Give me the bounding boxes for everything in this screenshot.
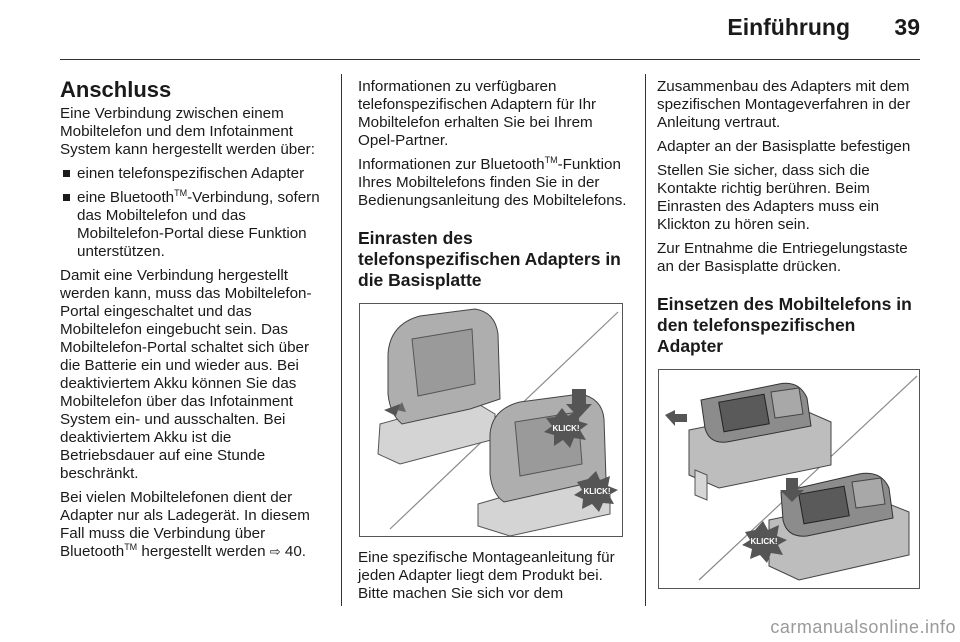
watermark: carmanualsonline.info: [770, 617, 956, 637]
subsection-heading: Einsetzen des Mobiltelefons in den telefonspezifischen Adapter: [657, 294, 912, 356]
klick-label: KLICK!: [750, 537, 778, 546]
phone-insert-illustration: [658, 369, 920, 589]
intro-paragraph: Eine Verbindung zwischen einem Mobiltelefon und dem Infotainment System kann hergestellt werden über:: [60, 105, 315, 158]
paragraph: Informationen zu verfügbaren telefonspezifischen Adaptern für Ihr Mobiltelefon erhalten Sie bei Ihrem Opel-Partner.: [358, 78, 597, 149]
paragraph: Stellen Sie sicher, dass sich die Kontakte richtig berühren. Beim Einrasten des Adapters muss ein Klickton zu hören sein.: [657, 162, 880, 233]
page-reference[interactable]: 40.: [284, 543, 307, 560]
column-divider-1: [341, 74, 342, 606]
column-1: [60, 78, 328, 567]
paragraph: Informationen zur Bluetooth™-Funktion Ihres Mobiltelefons finden Sie in der Bedienungsanleitung des Mobiltelefons.: [358, 154, 627, 209]
column-2: [358, 78, 630, 609]
klick-label: KLICK!: [552, 424, 580, 433]
paragraph: Adapter an der Basisplatte befestigen: [657, 138, 911, 155]
header-rule: [60, 59, 920, 60]
page-header: [0, 0, 960, 60]
paragraph: Bei vielen Mobiltelefonen dient der Adapter nur als Ladegerät. In diesem Fall muss die Verbindung über Bluetooth™ hergestellt werden ⇨ 40.: [60, 489, 310, 560]
list-item: eine Bluetooth™-Verbindung, sofern das Mobiltelefon und das Mobiltelefon-Portal diese Funktion unterstützen.: [60, 189, 328, 261]
paragraph: Damit eine Verbindung hergestellt werden kann, muss das Mobiltelefon-Portal eingeschaltet und das Mobiltelefon eingebucht sein. Das Mobiltelefon-Portal schaltet sich über die Batterie ein und wieder aus. Bei deaktiviertem Akku können Sie das Mobiltelefon über das Infotainment System ein- und ausschalten. Bei deaktiviertem Akku ist die Betriebsdauer auf eine Stunde beschränkt.: [60, 267, 312, 482]
page-number: 39: [894, 14, 920, 40]
phone-illustration-svg: [659, 370, 919, 588]
paragraph: Eine spezifische Montageanleitung für jeden Adapter liegt dem Produkt bei. Bitte machen Sie sich vor dem: [358, 549, 615, 602]
adapter-base-plate-illustration: [359, 303, 623, 537]
paragraph: Zur Entnahme die Entriegelungstaste an der Basisplatte drücken.: [657, 240, 908, 275]
klick-label: KLICK!: [583, 487, 611, 496]
subsection-heading: Einrasten des telefonspezifischen Adapters in die Basisplatte: [358, 228, 621, 290]
paragraph: Zusammenbau des Adapters mit dem spezifischen Montageverfahren in der Anleitung vertraut.: [657, 78, 911, 131]
connection-options-list: [60, 165, 328, 261]
column-3: [657, 78, 925, 589]
column-divider-2: [645, 74, 646, 606]
section-heading: Anschluss: [60, 77, 172, 102]
list-item: einen telefonspezifischen Adapter: [60, 165, 328, 183]
adapter-illustration-svg: [360, 304, 622, 536]
chapter-title: Einführung: [727, 14, 850, 40]
page-reference-arrow-icon[interactable]: ⇨: [269, 544, 281, 559]
